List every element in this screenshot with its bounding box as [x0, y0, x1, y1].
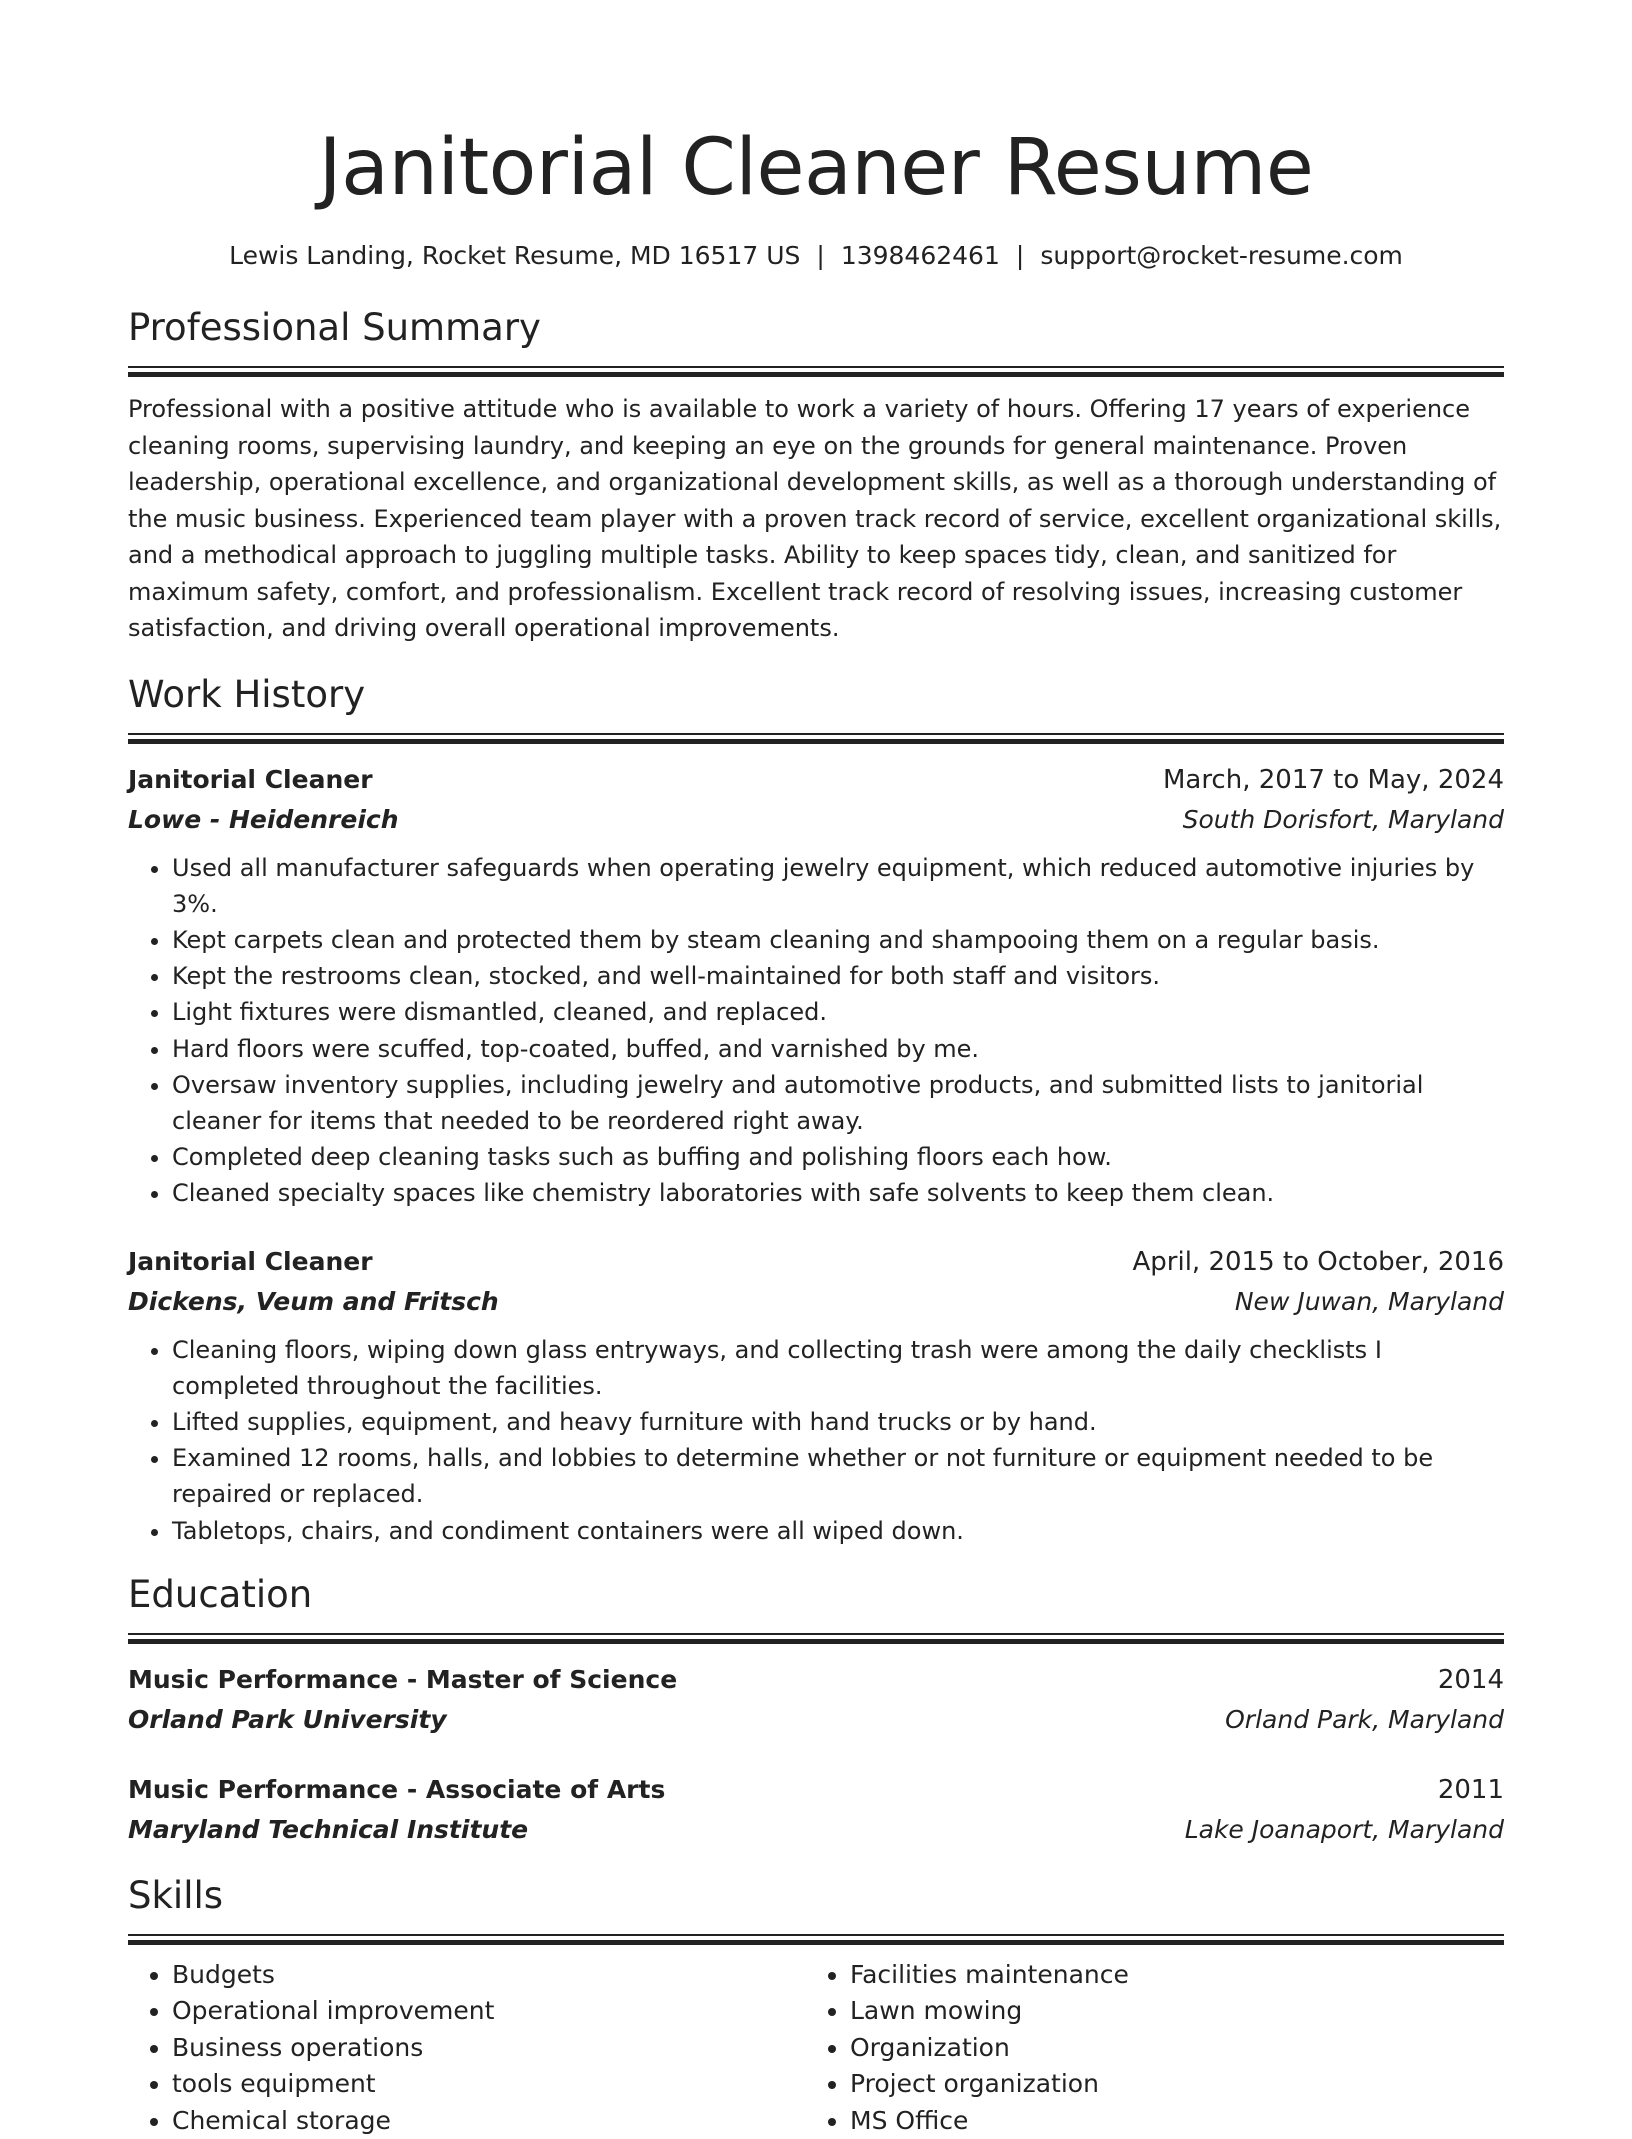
list-item: • Facilities maintenance [850, 1957, 1484, 1994]
list-item: • Organization [850, 2030, 1484, 2067]
list-item: • MS Office [850, 2103, 1484, 2139]
summary-text: Professional with a positive attitude who is available to work a variety of hours. Offering 17 years of experience cleaning rooms, supervising laundry, and keeping an eye on the grounds for general maintenance. Proven leadership, operational excellence, and organizational development skills, as well as a thorough understanding of the music business. Experienced team player with a proven track record of service, excellent organizational skills, and a methodical approach to juggling multiple tasks. Ability to keep spaces tidy, clean, and sanitized for maximum safety, comfort, and professionalism. Excellent track record of resolving issues, increasing customer satisfaction, and driving overall operational improvements. [128, 395, 1502, 642]
skills-heading: Skills [128, 1873, 224, 1917]
list-item: • Kept the restrooms clean, stocked, and well-maintained for both staff and visitors. [172, 958, 1504, 994]
list-item: • Oversaw inventory supplies, including jewelry and automotive products, and submitted lists to janitorial cleaner for items that needed to be reordered right away. [172, 1067, 1504, 1139]
section-divider [128, 1633, 1504, 1644]
work-heading: Work History [128, 672, 366, 716]
job-dates: April, 2015 to October, 2016 [1132, 1246, 1504, 1277]
education-entry [128, 1660, 1504, 1740]
list-item: • Operational improvement [172, 1993, 806, 2030]
list-item: • Kept carpets clean and protected them by steam cleaning and shampooing them on a regular basis. [172, 922, 1504, 958]
job-location: South Dorisfort, Maryland [1182, 804, 1504, 834]
contact-address: Lewis Landing, Rocket Resume, MD 16517 US [229, 241, 801, 270]
contact-line [128, 238, 1504, 274]
list-item: • Light fixtures were dismantled, cleaned, and replaced. [172, 994, 1504, 1030]
job-title: Janitorial Cleaner [128, 1246, 373, 1276]
graduation-year: 2014 [1437, 1664, 1504, 1695]
skills-section [128, 1872, 1504, 2139]
summary-heading: Professional Summary [128, 306, 541, 349]
list-item: • Hard floors were scuffed, top-coated, buffed, and varnished by me. [172, 1031, 1504, 1067]
list-item: • Chemical storage [172, 2103, 806, 2139]
contact-phone: 1398462461 [840, 241, 1000, 270]
summary-section [128, 304, 1504, 647]
job-entry [128, 760, 1504, 1212]
work-section [128, 671, 1504, 1549]
education-section [128, 1571, 1504, 1850]
page-title: Janitorial Cleaner Resume [318, 123, 1314, 213]
job-entry [128, 1242, 1504, 1549]
job-company: Lowe - Heidenreich [128, 804, 399, 834]
job-dates: March, 2017 to May, 2024 [1162, 764, 1504, 795]
degree: Music Performance - Master of Science [128, 1664, 678, 1694]
school-location: Orland Park, Maryland [1225, 1704, 1504, 1734]
list-item: • Tabletops, chairs, and condiment containers were all wiped down. [172, 1513, 1504, 1549]
section-divider [128, 733, 1504, 744]
list-item: • Lifted supplies, equipment, and heavy furniture with hand trucks or by hand. [172, 1404, 1504, 1440]
school: Maryland Technical Institute [128, 1814, 529, 1844]
contact-email: support@rocket-resume.com [1040, 241, 1403, 270]
job-bullets [128, 1332, 1504, 1549]
list-item: • Used all manufacturer safeguards when operating jewelry equipment, which reduced automotive injuries by 3%. [172, 850, 1504, 922]
job-location: New Juwan, Maryland [1234, 1286, 1504, 1316]
list-item: • Completed deep cleaning tasks such as buffing and polishing floors each how. [172, 1139, 1504, 1175]
resume-page [128, 0, 1504, 2139]
list-item: • Examined 12 rooms, halls, and lobbies to determine whether or not furniture or equipment needed to be repaired or replaced. [172, 1440, 1504, 1512]
list-item: • Budgets [172, 1957, 806, 1994]
list-item: • Project organization [850, 2066, 1484, 2103]
job-bullets [128, 850, 1504, 1212]
school-location: Lake Joanaport, Maryland [1184, 1814, 1504, 1844]
list-item: • Cleaning floors, wiping down glass entryways, and collecting trash were among the daily checklists I completed throughout the facilities. [172, 1332, 1504, 1404]
degree: Music Performance - Associate of Arts [128, 1774, 666, 1804]
graduation-year: 2011 [1437, 1774, 1504, 1805]
job-company: Dickens, Veum and Fritsch [128, 1286, 499, 1316]
school: Orland Park University [128, 1704, 447, 1734]
list-item: • Lawn mowing [850, 1993, 1484, 2030]
section-divider [128, 1934, 1504, 1945]
contact-separator: | [816, 241, 825, 270]
contact-separator: | [1015, 241, 1025, 270]
education-entry [128, 1770, 1504, 1850]
list-item: • Cleaned specialty spaces like chemistry laboratories with safe solvents to keep them clean. [172, 1175, 1504, 1211]
list-item: • Business operations [172, 2030, 806, 2067]
section-divider [128, 366, 1504, 377]
list-item: • tools equipment [172, 2066, 806, 2103]
job-title: Janitorial Cleaner [128, 764, 373, 794]
education-heading: Education [128, 1572, 313, 1616]
